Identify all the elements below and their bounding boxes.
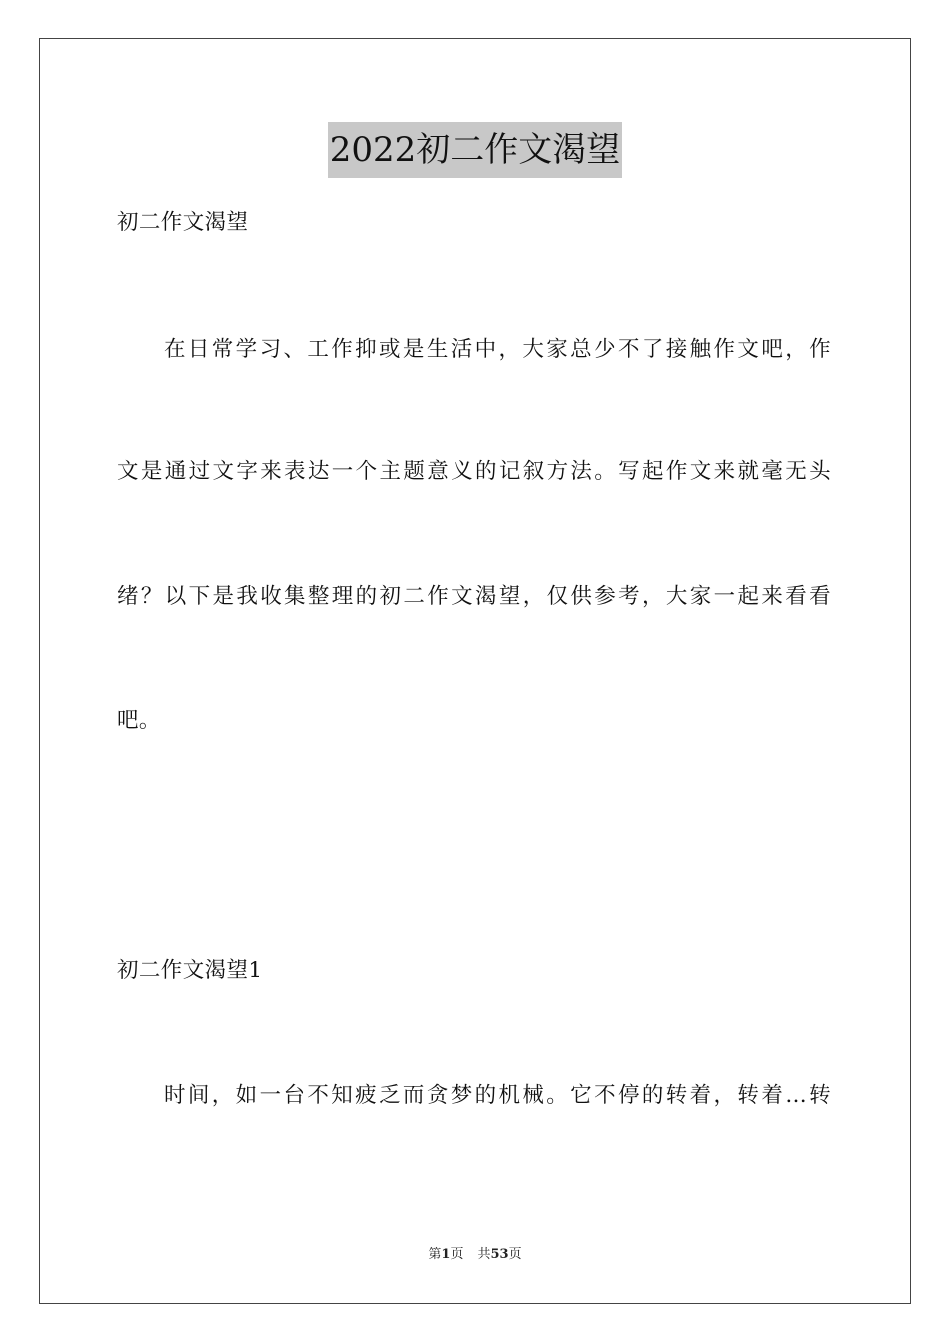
paragraph-line: 吧。 xyxy=(117,708,161,733)
paragraph-line: 在日常学习、工作抑或是生活中，大家总少不了接触作文吧，作 xyxy=(164,337,831,362)
footer-total-prefix: 共 xyxy=(477,1247,491,1262)
document-subtitle: 初二作文渴望 xyxy=(117,210,249,235)
document-title xyxy=(0,122,950,178)
footer-page-prefix: 第 xyxy=(428,1247,442,1262)
paragraph-line: 文是通过文字来表达一个主题意义的记叙方法。写起作文来就毫无头 xyxy=(117,459,831,484)
footer-total-pages: 53 xyxy=(490,1247,509,1262)
document-title-text: 2022初二作文渴望 xyxy=(328,122,623,178)
section-heading: 初二作文渴望1 xyxy=(117,958,263,983)
paragraph-line: 绪？以下是我收集整理的初二作文渴望，仅供参考，大家一起来看看 xyxy=(117,584,831,609)
paragraph-line: 时间，如一台不知疲乏而贪梦的机械。它不停的转着，转着…转 xyxy=(164,1083,831,1108)
footer-total-suffix: 页 xyxy=(508,1247,522,1262)
page-footer xyxy=(0,1245,950,1265)
footer-page-number: 1 xyxy=(441,1247,451,1262)
footer-page-suffix: 页 xyxy=(450,1247,464,1262)
